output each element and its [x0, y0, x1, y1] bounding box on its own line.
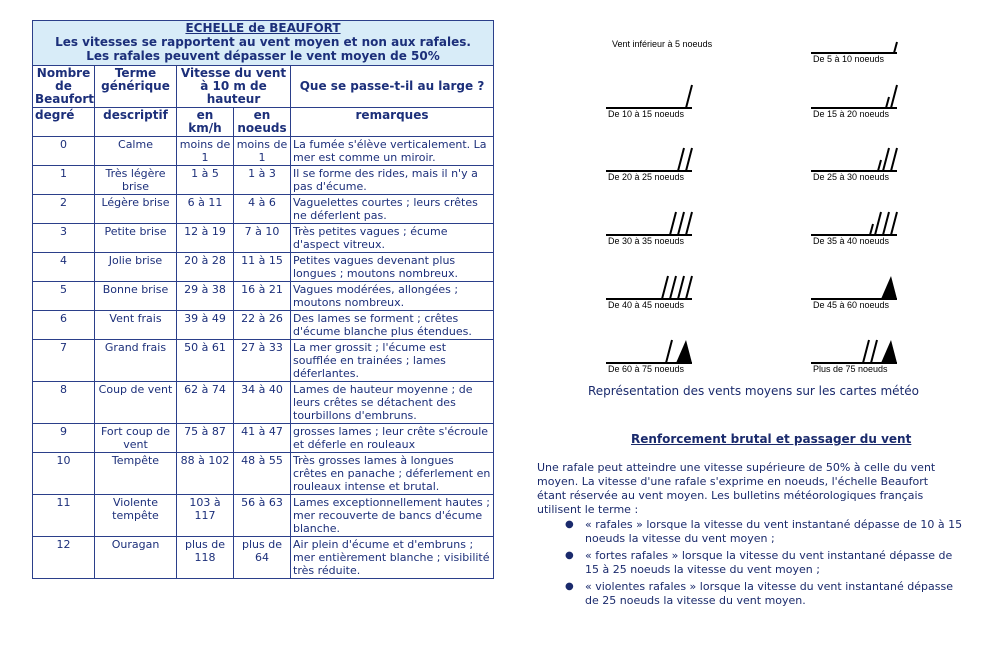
gust-section-title: Renforcement brutal et passager du vent [631, 432, 912, 446]
cell-degree: 12 [33, 537, 95, 579]
cell-degree: 6 [33, 311, 95, 340]
cell-kmh: 12 à 19 [177, 224, 234, 253]
wind-barb-label: De 10 à 15 noeuds [608, 109, 685, 119]
cell-remark: Très grosses lames à longues crêtes en panache ; déferlement en rouleaux intense et brutal. [291, 453, 494, 495]
barb-full [875, 212, 881, 235]
wind-barb-label: De 5 à 10 noeuds [813, 54, 885, 64]
barb-full [678, 148, 684, 171]
wind-barb-item [805, 77, 915, 123]
table-title: ECHELLE de BEAUFORT [185, 21, 341, 35]
cell-kmh: 88 à 102 [177, 453, 234, 495]
cell-term: Petite brise [95, 224, 177, 253]
barb-full [871, 340, 877, 363]
cell-remark: grosses lames ; leur crête s'écroule et déferle en rouleaux [291, 424, 494, 453]
cell-kmh: 29 à 38 [177, 282, 234, 311]
barb-full [863, 340, 869, 363]
wind-barb-symbol [805, 332, 915, 366]
subheader-degree: degré [33, 108, 95, 137]
cell-remark: Très petites vagues ; écume d'aspect vitreux. [291, 224, 494, 253]
wind-barb-item [600, 140, 710, 186]
cell-degree: 8 [33, 382, 95, 424]
cell-remark: Des lames se forment ; crêtes d'écume blanche plus étendues. [291, 311, 494, 340]
table-row [33, 224, 494, 253]
cell-degree: 5 [33, 282, 95, 311]
barb-full [666, 340, 672, 363]
wind-barb-item [805, 332, 915, 378]
barb-half [878, 160, 881, 171]
wind-barb-item [600, 77, 710, 123]
barb-full [686, 276, 692, 299]
cell-degree: 9 [33, 424, 95, 453]
cell-knots: 7 à 10 [234, 224, 291, 253]
table-subtitle-2: Les rafales peuvent dépasser le vent moyen de 50% [86, 49, 440, 63]
wind-barb-symbol [805, 140, 915, 174]
cell-term: Tempête [95, 453, 177, 495]
list-item [537, 549, 967, 577]
cell-remark: Air plein d'écume et d'embruns ; mer entièrement blanche ; visibilité très réduite. [291, 537, 494, 579]
wind-barb-label: Plus de 75 noeuds [813, 364, 888, 374]
subheader-remarks: remarques [291, 108, 494, 137]
cell-kmh: 50 à 61 [177, 340, 234, 382]
wind-barb-label: Vent inférieur à 5 noeuds [612, 39, 713, 49]
barb-full [686, 212, 692, 235]
cell-term: Calme [95, 137, 177, 166]
barb-half [886, 97, 889, 108]
table-row [33, 195, 494, 224]
wind-barb-label: De 30 à 35 noeuds [608, 236, 685, 246]
table-row [33, 137, 494, 166]
table-row [33, 166, 494, 195]
cell-knots: moins de 1 [234, 137, 291, 166]
bullet-icon: ● [565, 519, 574, 530]
bullet-icon: ● [565, 581, 574, 592]
cell-term: Bonne brise [95, 282, 177, 311]
barb-full [686, 148, 692, 171]
cell-kmh: 75 à 87 [177, 424, 234, 453]
table-row [33, 453, 494, 495]
barb-full [883, 212, 889, 235]
cell-kmh: 39 à 49 [177, 311, 234, 340]
cell-knots: 11 à 15 [234, 253, 291, 282]
table-row [33, 253, 494, 282]
wind-barb-label: De 35 à 40 noeuds [813, 236, 890, 246]
barb-full [670, 212, 676, 235]
table-row [33, 424, 494, 453]
wind-barb-item [805, 22, 915, 68]
wind-barb-item [600, 22, 713, 68]
table-subtitle-1: Les vitesses se rapportent au vent moyen et non aux rafales. [55, 35, 471, 49]
barb-full [686, 85, 692, 108]
wind-barb-symbol [600, 332, 710, 366]
cell-remark: Petites vagues devenant plus longues ; moutons nombreux. [291, 253, 494, 282]
cell-degree: 1 [33, 166, 95, 195]
list-item [537, 518, 967, 546]
wind-barb-item [805, 268, 915, 314]
table-row [33, 340, 494, 382]
cell-remark: Vagues modérées, allongées ; moutons nombreux. [291, 282, 494, 311]
cell-remark: Il se forme des rides, mais il n'y a pas d'écume. [291, 166, 494, 195]
wind-barb-legend [600, 22, 920, 374]
cell-knots: 16 à 21 [234, 282, 291, 311]
cell-knots: 56 à 63 [234, 495, 291, 537]
cell-term: Violente tempête [95, 495, 177, 537]
barb-full [891, 85, 897, 108]
cell-term: Jolie brise [95, 253, 177, 282]
barb-pennant [676, 340, 692, 363]
barb-pennant [881, 276, 897, 299]
barb-half [894, 42, 897, 53]
wind-barb-label: De 15 à 20 noeuds [813, 109, 890, 119]
cell-remark: Lames de hauteur moyenne ; de leurs crêtes se détachent des tourbillons d'embruns. [291, 382, 494, 424]
cell-remark: Vaguelettes courtes ; leurs crêtes ne déferlent pas. [291, 195, 494, 224]
header-wind-speed: Vitesse du vent à 10 m de hauteur [177, 66, 291, 108]
cell-knots: 4 à 6 [234, 195, 291, 224]
cell-knots: 27 à 33 [234, 340, 291, 382]
cell-remark: La fumée s'élève verticalement. La mer est comme un miroir. [291, 137, 494, 166]
list-item-text: « rafales » lorsque la vitesse du vent instantané dépasse de 10 à 15 noeuds la vitesse du vent moyen ; [585, 518, 963, 545]
wind-barb-symbol [805, 77, 915, 111]
table-row [33, 311, 494, 340]
wind-barb-label: De 60 à 75 noeuds [608, 364, 685, 374]
barb-full [883, 148, 889, 171]
cell-kmh: plus de 118 [177, 537, 234, 579]
barb-full [678, 212, 684, 235]
cell-degree: 3 [33, 224, 95, 253]
wind-barb-symbol [600, 77, 710, 111]
wind-barb-item [805, 204, 915, 250]
wind-barb-symbol [600, 140, 710, 174]
barb-full [891, 148, 897, 171]
list-item-text: « fortes rafales » lorsque la vitesse du vent instantané dépasse de 15 à 25 noeuds la vitesse du vent moyen ; [585, 549, 953, 576]
gust-terms-list [537, 518, 967, 611]
cell-knots: plus de 64 [234, 537, 291, 579]
cell-term: Vent frais [95, 311, 177, 340]
cell-term: Ouragan [95, 537, 177, 579]
table-row [33, 382, 494, 424]
table-row [33, 282, 494, 311]
cell-kmh: moins de 1 [177, 137, 234, 166]
cell-remark: La mer grossit ; l'écume est soufflée en trainées ; lames déferlantes. [291, 340, 494, 382]
wind-barb-label: De 45 à 60 noeuds [813, 300, 890, 310]
cell-kmh: 1 à 5 [177, 166, 234, 195]
cell-degree: 10 [33, 453, 95, 495]
beaufort-table-body [33, 137, 494, 579]
wind-barb-item [600, 268, 710, 314]
cell-kmh: 62 à 74 [177, 382, 234, 424]
table-title-cell [33, 21, 494, 66]
cell-knots: 34 à 40 [234, 382, 291, 424]
wind-barb-item [805, 140, 915, 186]
wind-barb-symbol [600, 204, 710, 238]
barb-full [678, 276, 684, 299]
barb-caption: Représentation des vents moyens sur les cartes météo [588, 384, 919, 398]
list-item [537, 580, 967, 608]
cell-kmh: 20 à 28 [177, 253, 234, 282]
cell-remark: Lames exceptionnellement hautes ; mer recouverte de bancs d'écume blanche. [291, 495, 494, 537]
cell-term: Grand frais [95, 340, 177, 382]
wind-barb-symbol [805, 268, 915, 302]
subheader-knots: en noeuds [234, 108, 291, 137]
cell-term: Légère brise [95, 195, 177, 224]
beaufort-table [32, 20, 494, 579]
wind-barb-label: De 40 à 45 noeuds [608, 300, 685, 310]
wind-barb-symbol [600, 268, 710, 302]
barb-full [891, 212, 897, 235]
cell-kmh: 6 à 11 [177, 195, 234, 224]
bullet-icon: ● [565, 550, 574, 561]
cell-knots: 22 à 26 [234, 311, 291, 340]
cell-degree: 7 [33, 340, 95, 382]
list-item-text: « violentes rafales » lorsque la vitesse du vent instantané dépasse de 25 noeuds la vitesse du vent moyen. [585, 580, 953, 607]
barb-full [662, 276, 668, 299]
cell-term: Coup de vent [95, 382, 177, 424]
cell-term: Très légère brise [95, 166, 177, 195]
cell-degree: 0 [33, 137, 95, 166]
barb-full [670, 276, 676, 299]
cell-kmh: 103 à 117 [177, 495, 234, 537]
header-offshore: Que se passe-t-il au large ? [291, 66, 494, 108]
wind-barb-label: De 20 à 25 noeuds [608, 172, 685, 182]
barb-half [870, 224, 873, 235]
wind-barb-symbol [805, 22, 915, 56]
barb-pennant [881, 340, 897, 363]
table-row [33, 495, 494, 537]
table-row [33, 537, 494, 579]
wind-barb-item [600, 204, 710, 250]
cell-degree: 2 [33, 195, 95, 224]
subheader-descriptive: descriptif [95, 108, 177, 137]
cell-degree: 4 [33, 253, 95, 282]
cell-knots: 48 à 55 [234, 453, 291, 495]
wind-barb-label: De 25 à 30 noeuds [813, 172, 890, 182]
subheader-kmh: en km/h [177, 108, 234, 137]
header-beaufort-number: Nombre de Beaufort [33, 66, 95, 108]
cell-degree: 11 [33, 495, 95, 537]
wind-barb-symbol [805, 204, 915, 238]
header-generic-term: Terme générique [95, 66, 177, 108]
cell-term: Fort coup de vent [95, 424, 177, 453]
wind-barb-item [600, 332, 710, 378]
cell-knots: 41 à 47 [234, 424, 291, 453]
gust-intro-paragraph: Une rafale peut atteindre une vitesse supérieure de 50% à celle du vent moyen. La vitesse d'une rafale s'exprime en noeuds, l'échelle Beaufort étant réservée au vent moyen. Les bulletins météorologiques français utilisent le terme : [537, 461, 936, 516]
cell-knots: 1 à 3 [234, 166, 291, 195]
